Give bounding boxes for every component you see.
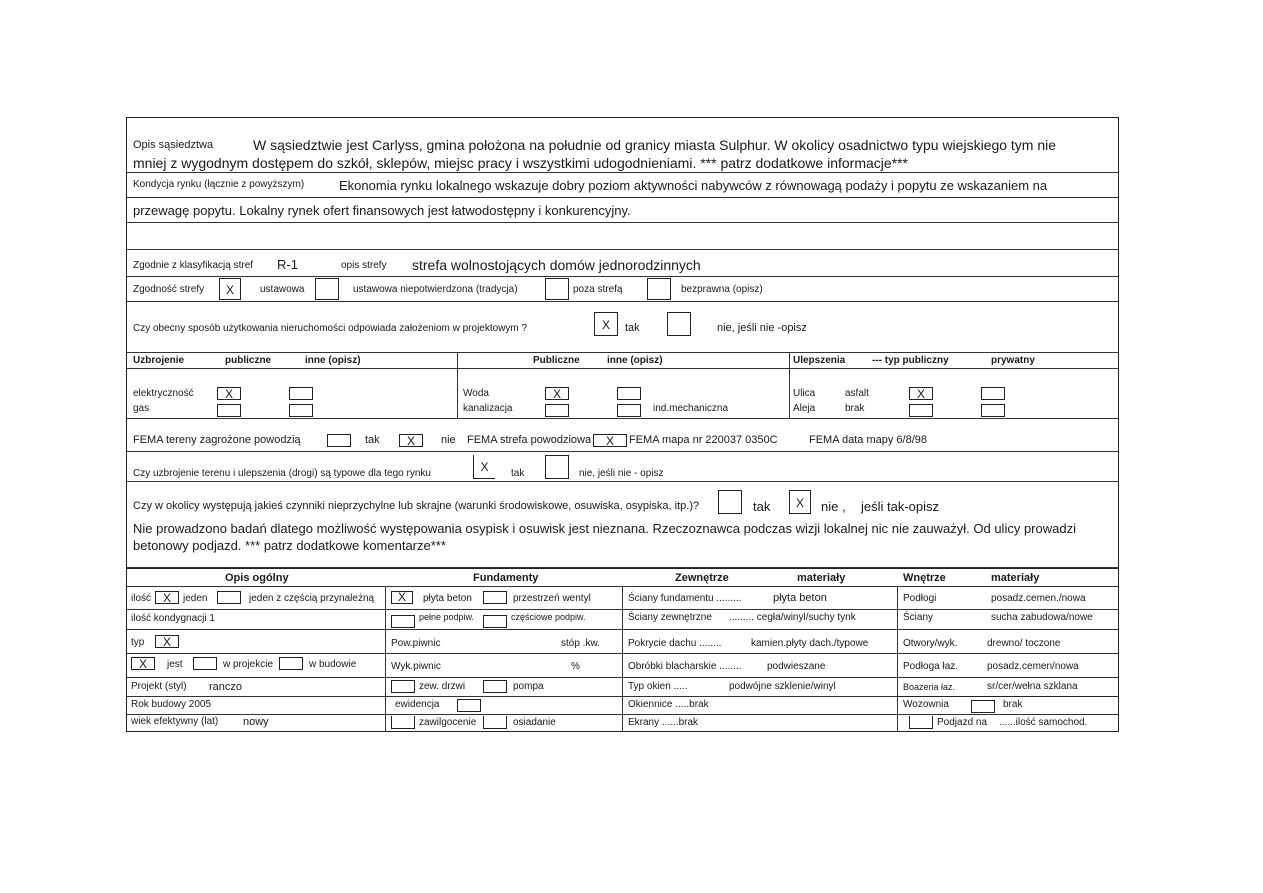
utilities-body — [127, 369, 1118, 419]
alley-public-checkbox[interactable] — [909, 404, 933, 417]
improvements-grid — [127, 568, 1118, 731]
highest-use-question: Czy obecny sposób użytkowania nieruchomości odpowiada założeniom w projektowym ? — [133, 323, 528, 334]
highest-use-yes-label: tak — [625, 322, 640, 334]
exterior-sep-6 — [622, 714, 897, 715]
adverse-no-checkbox[interactable]: X — [789, 490, 811, 514]
exterior-walls-value: ......... cegła/winyl/suchy tynk — [729, 612, 856, 623]
foundation-sep-2 — [385, 629, 622, 630]
evidence-label: ewidencja — [395, 699, 440, 710]
fema-map-label: FEMA mapa nr 220037 0350C — [629, 434, 778, 446]
crawl-space-checkbox[interactable] — [483, 591, 507, 604]
exterior-sep-2 — [622, 629, 897, 630]
screens-label: Ekrany ......brak — [628, 717, 699, 728]
other-heading: inne (opisz) — [305, 355, 361, 366]
full-basement-label: pełne podpiw. — [419, 612, 475, 622]
market-label: Kondycja rynku (łącznie z powyższym) — [133, 179, 305, 190]
gas-label: gas — [133, 403, 150, 414]
interior-sep-1 — [897, 609, 1118, 610]
adverse-question: Czy w okolicy występują jakieś czynniki nieprzychylne lub skrajne (warunki środowiskowe, osuwiska, osypiska, itp.)? — [133, 500, 700, 512]
under-construction-label: w budowie — [309, 659, 357, 670]
public-heading-2: Publiczne — [533, 355, 580, 366]
one-unit-accessory-checkbox[interactable] — [217, 591, 241, 604]
basement-area-unit: stóp .kw. — [561, 638, 600, 649]
dampness-label: zawilgocenie — [419, 717, 477, 728]
roof-label: Pokrycie dachu ........ — [628, 638, 722, 649]
stories-label: ilość kondygnacji 1 — [131, 613, 215, 624]
zoning-compliance-label: Zgodność strefy — [133, 284, 205, 295]
interior-sep-2 — [897, 629, 1118, 630]
general-sep-3 — [127, 653, 385, 654]
no-zoning-label: poza strefą — [573, 284, 623, 295]
other-heading-2: inne (opisz) — [607, 355, 663, 366]
existing-checkbox[interactable]: X — [131, 657, 155, 670]
one-unit-accessory-label: jeden z częścią przynależną — [249, 593, 375, 604]
legal-checkbox[interactable]: X — [219, 278, 241, 300]
interior-sep-4 — [897, 677, 1118, 678]
design-label: Projekt (styl) — [131, 681, 187, 692]
general-sep-2 — [127, 629, 385, 630]
foundation-sep-1 — [385, 609, 622, 610]
fema-yes-checkbox[interactable] — [327, 434, 351, 447]
adverse-yes-label: tak — [753, 499, 771, 514]
water-label: Woda — [463, 388, 489, 399]
illegal-label: bezprawna (opisz) — [681, 284, 763, 295]
adverse-describe-label: jeśli tak-opisz — [861, 499, 940, 514]
sewer-label: kanalizacja — [463, 403, 513, 414]
fema-zone-label: FEMA strefa powodziowa — [467, 434, 592, 446]
foundation-walls-value: płyta beton — [773, 592, 827, 604]
typical-no-label: nie, jeśli nie - opisz — [579, 468, 664, 479]
fema-zone-value: X — [593, 434, 627, 447]
interior-sep-3 — [897, 653, 1118, 654]
walls-label: Ściany — [903, 612, 934, 623]
blank-row — [127, 223, 1118, 250]
neighborhood-line2: mniej z wygodnym dostępem do szkół, sklepów, miejsc pracy i wszystkimi udogodnieniami. *** patrz dodatkowe informacje*** — [133, 155, 909, 171]
sump-pump-label: pompa — [513, 681, 544, 692]
basement-finish-label: Wyk.piwnic — [391, 661, 441, 672]
highest-use-no-label: nie, jeśli nie -opisz — [717, 322, 807, 334]
interior-sep-6 — [897, 714, 1118, 715]
floors-label: Podłogi — [903, 593, 937, 604]
general-sep-4 — [127, 677, 385, 678]
window-type-label: Typ okien ..... — [628, 681, 688, 692]
roof-value: kamien.płyty dach./typowe — [751, 638, 869, 649]
septic-label: ind.mechaniczna — [653, 403, 729, 414]
typical-yes-checkbox[interactable]: X — [473, 455, 495, 479]
market-line1: Ekonomia rynku lokalnego wskazuje dobry poziom aktywności nabywców z równowagą podaży i popytu ze wskazaniem na — [339, 178, 1048, 193]
floors-value: posadz.cemen./nowa — [991, 593, 1086, 604]
adverse-no-label: nie , — [821, 499, 846, 514]
electricity-public-checkbox[interactable]: X — [217, 387, 241, 400]
design-value: ranczo — [209, 681, 243, 693]
utilities-divider-1 — [457, 353, 458, 418]
exterior-sep-1 — [622, 609, 897, 610]
year-built-label: Rok budowy 2005 — [131, 699, 212, 710]
outside-entry-checkbox[interactable] — [391, 680, 415, 693]
typical-yes-label: tak — [511, 468, 525, 479]
driveway-label: Podjazd na — [937, 717, 988, 728]
gutters-label: Obróbki blacharskie ........ — [628, 661, 742, 672]
general-sep-1 — [127, 609, 385, 610]
market-line2: przewagę popytu. Lokalny rynek ofert finansowych jest łatwodostępny i konkurencyjny. — [133, 203, 631, 218]
storm-shutters-label: Okiennice .....brak — [628, 699, 709, 710]
neighborhood-line1: W sąsiedztwie jest Carlyss, gmina położona na południe od granicy miasta Sulphur. W okolicy osadnictwo typu wiejskiego tym nie — [253, 137, 1057, 153]
fema-yes-label: tak — [365, 434, 380, 446]
highest-use-yes-checkbox[interactable]: X — [594, 312, 618, 336]
utilities-divider-2 — [789, 353, 790, 418]
foundation-sep-6 — [385, 714, 622, 715]
water-public-checkbox[interactable]: X — [545, 387, 569, 400]
zoning-code: R-1 — [277, 257, 298, 272]
foundation-header: Fundamenty — [473, 572, 539, 584]
electricity-other-checkbox[interactable] — [289, 387, 313, 400]
typical-row — [127, 452, 1118, 482]
bath-wainscot-value: sr/cer/wełna szklana — [987, 681, 1078, 692]
under-construction-checkbox[interactable] — [279, 657, 303, 670]
general-sep-6 — [127, 714, 385, 715]
existing-label: jest — [167, 659, 183, 670]
one-unit-checkbox[interactable]: X — [155, 591, 179, 604]
partial-basement-checkbox[interactable] — [483, 615, 507, 628]
foundation-walls-label: Ściany fundamentu ......... — [628, 593, 742, 604]
market-row-2 — [127, 198, 1118, 223]
garage-value: brak — [1003, 699, 1023, 710]
neighborhood-row — [127, 118, 1118, 173]
zoning-label: Zgodnie z klasyfikacją stref — [133, 260, 254, 271]
dampness-checkbox[interactable] — [391, 716, 415, 729]
units-label: ilość — [131, 593, 152, 604]
foundation-sep-3 — [385, 653, 622, 654]
interior-sep-5 — [897, 696, 1118, 697]
street-private-checkbox[interactable] — [981, 387, 1005, 400]
fema-no-checkbox[interactable]: X — [399, 434, 423, 447]
fema-no-label: nie — [441, 434, 456, 446]
full-basement-checkbox[interactable] — [391, 615, 415, 628]
no-zoning-checkbox[interactable] — [545, 278, 569, 300]
sump-pump-checkbox[interactable] — [483, 680, 507, 693]
legal-nonconforming-checkbox[interactable] — [315, 278, 339, 300]
settlement-checkbox[interactable] — [483, 716, 507, 729]
fema-date-label: FEMA data mapy 6/8/98 — [809, 434, 928, 446]
typical-question: Czy uzbrojenie terenu i ulepszenia (drogi) są typowe dla tego rynku — [133, 468, 431, 479]
street-asphalt-label: asfalt — [845, 388, 869, 399]
grid-divider-1 — [385, 569, 386, 731]
general-sep-5 — [127, 696, 385, 697]
type-checkbox[interactable]: X — [155, 635, 179, 648]
window-type-value: podwójne szklenie/winyl — [729, 681, 836, 692]
water-other-checkbox[interactable] — [617, 387, 641, 400]
garage-label: Wozownia — [903, 699, 949, 710]
exterior-materials-header: materiały — [797, 572, 846, 584]
gas-other-checkbox[interactable] — [289, 404, 313, 417]
grid-divider-3 — [897, 569, 898, 731]
driveway-checkbox[interactable] — [909, 716, 933, 729]
bath-floor-label: Podłoga łaz. — [903, 661, 959, 672]
alley-private-checkbox[interactable] — [981, 404, 1005, 417]
outside-entry-label: zew. drzwi — [419, 681, 466, 692]
exterior-sep-3 — [622, 653, 897, 654]
partial-basement-label: częściowe podpiw. — [511, 612, 586, 622]
slab-checkbox[interactable]: X — [391, 591, 413, 604]
highest-use-row — [127, 302, 1118, 353]
adverse-line2: betonowy podjazd. *** patrz dodatkowe komentarze*** — [133, 538, 446, 553]
fema-label: FEMA tereny zagrożone powodzią — [133, 434, 301, 446]
street-public-checkbox[interactable]: X — [909, 387, 933, 400]
foundation-sep-4 — [385, 677, 622, 678]
alley-label: Aleja — [793, 403, 816, 414]
basement-finish-unit: % — [571, 661, 580, 672]
zoning-desc-label: opis strefy — [341, 260, 387, 271]
crawl-space-label: przestrzeń wentyl — [513, 593, 591, 604]
utilities-heading: Uzbrojenie — [133, 355, 185, 366]
adverse-row — [127, 482, 1118, 568]
effective-age-value: nowy — [243, 716, 269, 728]
proposed-checkbox[interactable] — [193, 657, 217, 670]
interior-materials-header: materiały — [991, 572, 1040, 584]
general-header: Opis ogólny — [225, 572, 289, 584]
market-row-1 — [127, 173, 1118, 198]
trim-value: drewno/ toczone — [987, 638, 1061, 649]
legal-nonconforming-label: ustawowa niepotwierdzona (tradycja) — [353, 284, 518, 295]
exterior-walls-label: Ściany zewnętrzne — [628, 612, 712, 623]
sewer-other-checkbox[interactable] — [617, 404, 641, 417]
illegal-checkbox[interactable] — [647, 278, 671, 300]
walls-value: sucha zabudowa/nowe — [991, 612, 1093, 623]
type-label: typ — [131, 637, 145, 648]
alley-none-label: brak — [845, 403, 865, 414]
evidence-checkbox[interactable] — [457, 699, 481, 712]
public-heading: publiczne — [225, 355, 272, 366]
zoning-desc: strefa wolnostojących domów jednorodzinnych — [412, 257, 701, 273]
interior-header: Wnętrze — [903, 572, 946, 584]
effective-age-label: wiek efektywny (lat) — [131, 716, 219, 727]
adverse-line1: Nie prowadzono badań dlatego możliwość występowania osypisk i osuwisk jest nieznana. Rzeczoznawca podczas wizji lokalnej nic nie zauważył. Od ulicy prowadzi — [133, 521, 1076, 536]
legal-label: ustawowa — [260, 284, 305, 295]
driveway-value: ......ilość samochod. — [999, 717, 1088, 728]
highest-use-no-checkbox[interactable] — [667, 312, 691, 336]
exterior-sep-5 — [622, 696, 897, 697]
one-unit-label: jeden — [183, 593, 208, 604]
exterior-header: Zewnętrze — [675, 572, 729, 584]
proposed-label: w projekcie — [223, 659, 274, 670]
bath-wainscot-label: Boazeria łaz. — [903, 682, 956, 692]
typical-no-checkbox[interactable] — [545, 455, 569, 479]
improvements-heading: Ulepszenia — [793, 355, 846, 366]
zoning-row — [127, 250, 1118, 277]
neighborhood-label: Opis sąsiedztwa — [133, 139, 214, 151]
basement-area-label: Pow.piwnic — [391, 638, 441, 649]
garage-checkbox[interactable] — [971, 700, 995, 713]
private-heading: prywatny — [991, 355, 1035, 366]
type-public-heading: --- typ publiczny — [872, 355, 949, 366]
gas-public-checkbox[interactable] — [217, 404, 241, 417]
electricity-label: elektryczność — [133, 388, 194, 399]
sewer-public-checkbox[interactable] — [545, 404, 569, 417]
trim-label: Otwory/wyk. — [903, 638, 958, 649]
exterior-sep-4 — [622, 677, 897, 678]
slab-label: płyta beton — [423, 593, 472, 604]
grid-header-row — [127, 569, 1118, 587]
gutters-value: podwieszane — [767, 661, 826, 672]
utilities-header-row — [127, 353, 1118, 369]
fema-row — [127, 419, 1118, 452]
zoning-compliance-row — [127, 277, 1118, 302]
appraisal-form — [126, 117, 1119, 732]
adverse-yes-checkbox[interactable] — [718, 490, 742, 514]
foundation-sep-5 — [385, 696, 622, 697]
settlement-label: osiadanie — [513, 717, 556, 728]
street-label: Ulica — [793, 388, 816, 399]
grid-divider-2 — [622, 569, 623, 731]
bath-floor-value: posadz.cemen/nowa — [987, 661, 1079, 672]
